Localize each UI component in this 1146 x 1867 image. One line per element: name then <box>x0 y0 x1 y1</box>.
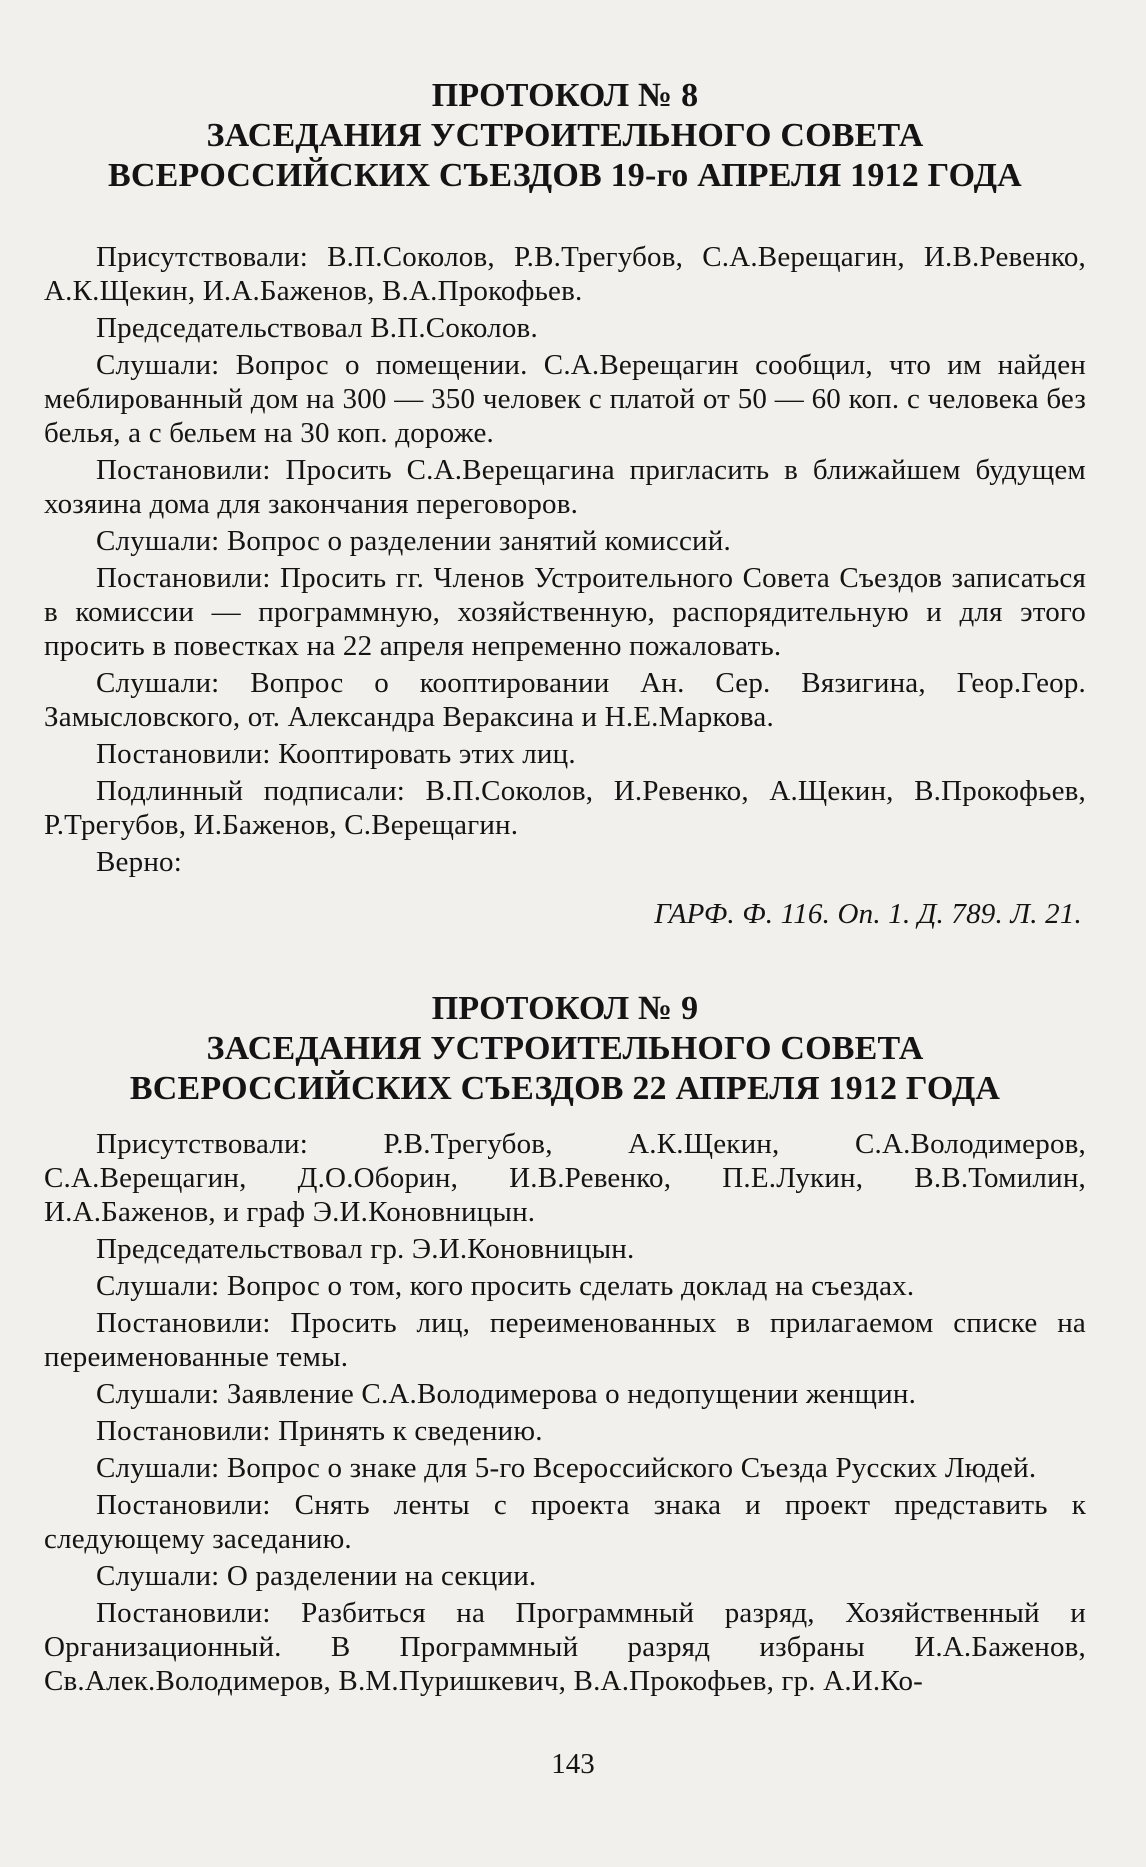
protocol-8-resolved-1: Постановили: Просить С.А.Верещагина пригласить в ближайшем будущем хозяина дома для закончания переговоров. <box>44 454 1086 520</box>
protocol-9-subtitle-1: ЗАСЕДАНИЯ УСТРОИТЕЛЬНОГО СОВЕТА <box>206 1030 924 1067</box>
protocol-9-resolved-2: Постановили: Принять к сведению. <box>96 1415 543 1447</box>
protocol-8-signatories: Подлинный подписали: В.П.Соколов, И.Ревенко, А.Щекин, В.Прокофьев, Р.Трегубов, И.Баженов, С.Верещагин. <box>44 775 1086 841</box>
protocol-8-subtitle-2: ВСЕРОССИЙСКИХ СЪЕЗДОВ 19-го АПРЕЛЯ 1912 ГОДА <box>108 157 1022 194</box>
protocol-9-resolved-3: Постановили: Снять ленты с проекта знака и проект представить к следующему заседанию. <box>44 1489 1086 1555</box>
archive-reference: ГАРФ. Ф. 116. Оп. 1. Д. 789. Л. 21. <box>654 898 1082 930</box>
protocol-8-resolved-3: Постановили: Кооптировать этих лиц. <box>96 738 576 770</box>
page-number: 143 <box>551 1748 595 1780</box>
protocol-8-heard-2: Слушали: Вопрос о разделении занятий комиссий. <box>96 525 731 557</box>
protocol-8-body <box>44 240 1086 931</box>
protocol-8-chair: Председательствовал В.П.Соколов. <box>96 312 538 344</box>
section-divider-space <box>44 931 1086 989</box>
protocol-9-subtitle-2: ВСЕРОССИЙСКИХ СЪЕЗДОВ 22 АПРЕЛЯ 1912 ГОДА <box>129 1070 1001 1107</box>
protocol-8-heard-1: Слушали: Вопрос о помещении. С.А.Верещагин сообщил, что им найден меблированный дом на 300 — 350 человек с платой от 50 — 60 коп. с человека без белья, а с бельем на 30 коп. дороже. <box>44 349 1086 449</box>
page <box>44 76 1086 1698</box>
protocol-9-heard-1: Слушали: Вопрос о том, кого просить сделать доклад на съездах. <box>96 1270 915 1302</box>
protocol-8-certified: Верно: <box>96 846 182 878</box>
protocol-9-title: ПРОТОКОЛ № 9 <box>431 990 699 1027</box>
protocol-9-resolved-1: Постановили: Просить лиц, переименованных в прилагаемом списке на переименованные темы. <box>44 1307 1086 1373</box>
protocol-9-chair: Председательствовал гр. Э.И.Коновницын. <box>96 1233 635 1265</box>
protocol-9-heard-2: Слушали: Заявление С.А.Володимерова о недопущении женщин. <box>96 1378 917 1410</box>
protocol-9-heard-3: Слушали: Вопрос о знаке для 5-го Всероссийского Съезда Русских Людей. <box>96 1452 1037 1484</box>
protocol-8-resolved-2: Постановили: Просить гг. Членов Устроительного Совета Съездов записаться в комиссии — программную, хозяйственную, распорядительную и для этого просить в повестках на 22 апреля непременно пожаловать. <box>44 562 1086 662</box>
protocol-9-body <box>44 1127 1086 1698</box>
protocol-9-heading <box>44 989 1086 1109</box>
protocol-8-subtitle-1: ЗАСЕДАНИЯ УСТРОИТЕЛЬНОГО СОВЕТА <box>206 117 924 154</box>
protocol-9-heard-4: Слушали: О разделении на секции. <box>96 1560 537 1592</box>
protocol-8-heading <box>44 76 1086 196</box>
protocol-8-title: ПРОТОКОЛ № 8 <box>431 77 699 114</box>
protocol-8-heard-3: Слушали: Вопрос о кооптировании Ан. Сер. Вязигина, Геор.Геор. Замысловского, от. Александра Вераксина и Н.Е.Маркова. <box>44 667 1086 733</box>
protocol-9-attendees: Присутствовали: Р.В.Трегубов, А.К.Щекин, С.А.Володимеров, С.А.Верещагин, Д.О.Оборин, И.В.Ревенко, П.Е.Лукин, В.В.Томилин, И.А.Баженов, и граф Э.И.Коновницын. <box>44 1128 1086 1228</box>
protocol-9-resolved-4: Постановили: Разбиться на Программный разряд, Хозяйственный и Организационный. В Программный разряд избраны И.А.Баженов, Св.Алек.Володимеров, В.М.Пуришкевич, В.А.Прокофьев, гр. А.И.Ко- <box>44 1597 1086 1697</box>
protocol-8-attendees: Присутствовали: В.П.Соколов, Р.В.Трегубов, С.А.Верещагин, И.В.Ревенко, А.К.Щекин, И.А.Баженов, В.А.Прокофьев. <box>44 241 1086 307</box>
